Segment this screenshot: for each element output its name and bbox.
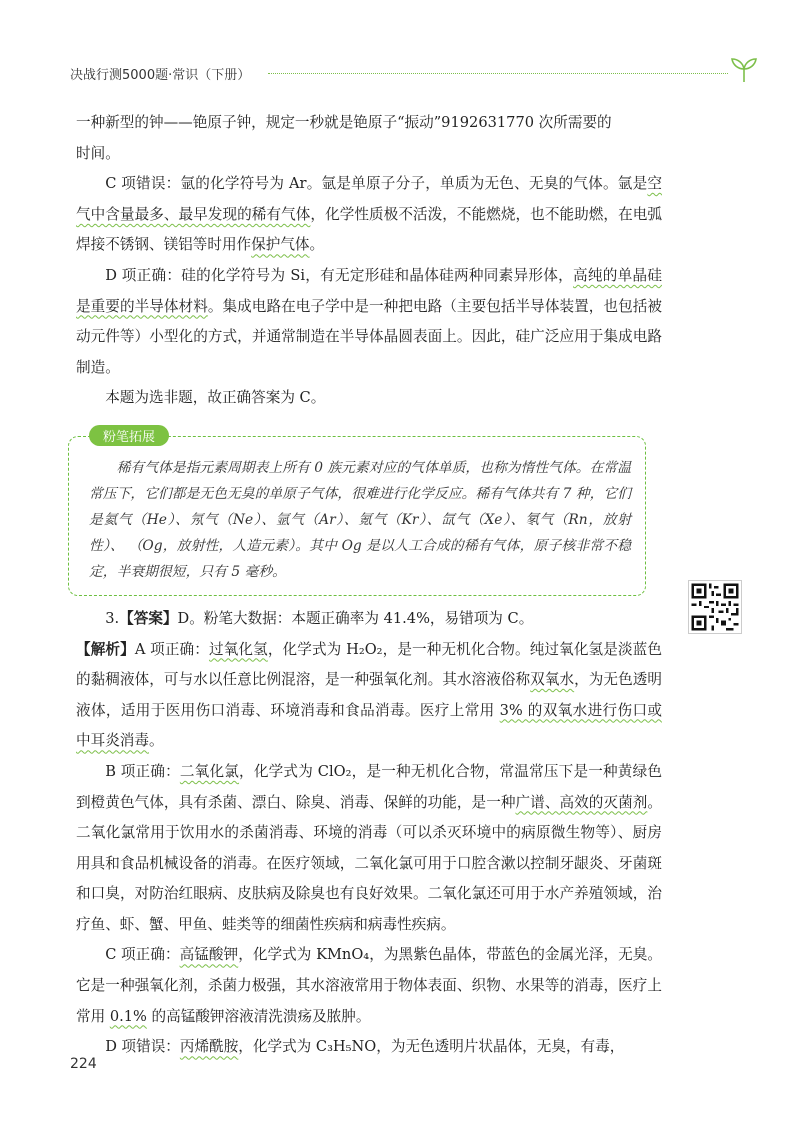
page-number: 224 <box>70 1056 97 1072</box>
option-a-text-1: ，化学式为 H₂O₂，是一种无机化合物。纯过氧化氢是淡蓝色的黏稠液体，可与水以任意比例混溶，是一种强氧化剂。其水溶液俗称 <box>76 640 662 689</box>
option-c2-lead: C 项正确： <box>105 946 180 964</box>
extension-box <box>68 429 646 596</box>
option-c2-highlight-1: 高锰酸钾 <box>179 946 239 964</box>
option-c2-text-1: ，化学式为 KMnO₄，为黑紫色晶体，带蓝色的金属光泽，无臭。它是一种强氧化剂，杀菌力极强，其水溶液常用于物体表面、织物、水果等的消毒，医疗上常用 <box>76 946 662 1025</box>
q3-option-b <box>76 757 662 941</box>
option-d-text-2: 。集成电路在电子学中是一种把电路（主要包括半导体装置，也包括被动元件等）小型化的方式，并通常制造在半导体晶圆表面上。因此，硅广泛应用于集成电路制造。 <box>76 297 662 376</box>
q3-option-d <box>76 1032 662 1063</box>
qr-code-icon[interactable] <box>688 580 742 634</box>
option-b-highlight-2: 广谱、高效的灭菌剂 <box>515 793 648 811</box>
option-d-text-1: D 项正确：硅的化学符号为 Si，有无定形硅和晶体硅两种同素异形体， <box>105 266 574 284</box>
option-d-highlight: 高纯的单晶硅是重要的半导体材料 <box>76 266 662 315</box>
option-b-text-1: ，化学式为 ClO₂，是一种无机化合物，常温常压下是一种黄绿色到橙黄色气体，具有杀菌、漂白、除臭、消毒、保鲜的功能，是一种 <box>76 762 662 811</box>
book-title: 决战行测5000题·常识（下册） <box>70 68 251 83</box>
option-c2-text-2: 的高锰酸钾溶液清洗溃疡及脓肿。 <box>146 1007 371 1025</box>
intro-paragraph <box>76 108 662 169</box>
page-content <box>76 108 662 1063</box>
option-a-highlight-2: 双氧水 <box>530 671 575 689</box>
q3-option-a <box>76 635 662 757</box>
sprout-leaf-icon <box>728 56 760 84</box>
option-c-text-1: C 项错误：氩的化学符号为 Ar。氩是单原子分子，单质为无色、无臭的气体。氩是 <box>105 175 648 193</box>
option-c-highlight-2: 保护气体 <box>251 236 310 254</box>
option-c-text-3: 。 <box>309 236 325 254</box>
option-b-lead: B 项正确： <box>105 762 180 780</box>
option-c-paragraph <box>76 169 662 261</box>
running-header <box>70 62 760 86</box>
intro-line-2: 时间。 <box>76 144 120 162</box>
q3-answer-line <box>76 604 662 635</box>
answer-label: 【答案】 <box>119 609 178 627</box>
option-c-highlight-1: 空气中含量最多、最早发现的稀有气体 <box>76 175 662 223</box>
option-a-highlight-1: 过氧化氢 <box>208 640 268 658</box>
answer-text: D。粉笔大数据：本题正确率为 41.4%，易错项为 C。 <box>177 609 534 627</box>
option-a-text-2: ，为无色透明液体，适用于医用伤口消毒、环境消毒和食品消毒。医疗上常用 <box>76 671 662 719</box>
conclusion-paragraph: 本题为选非题，故正确答案为 C。 <box>105 389 326 407</box>
question-number: 3. <box>105 609 120 627</box>
option-b-text-2: 。二氧化氯常用于饮用水的杀菌消毒、环境的消毒（可以杀灭环境中的病原微生物等）、厨房用具和食品机械设备的消毒。在医疗领域，二氧化氯可用于口腔含漱以控制牙龈炎、牙菌斑和口臭，对防治红眼病、皮肤病及除臭也有良好效果。二氧化氯还可用于水产养殖领域，治疗鱼、虾、蟹、甲鱼、蛙类等的细菌性疾病和病毒性疾病。 <box>76 793 662 933</box>
option-d-paragraph <box>76 261 662 383</box>
header-dotted-rule <box>268 73 728 74</box>
option-a-highlight-3: 3% 的双氧水进行伤口或中耳炎消毒 <box>76 701 662 750</box>
option-d2-highlight: 丙烯酰胺 <box>179 1038 239 1056</box>
option-d2-text: ，化学式为 C₃H₅NO，为无色透明片状晶体，无臭，有毒， <box>238 1038 625 1056</box>
extension-tag: 粉笔拓展 <box>89 425 169 446</box>
q3-option-c <box>76 940 662 1032</box>
extension-text: 稀有气体是指元素周期表上所有 0 族元素对应的气体单质，也称为惰性气体。在常温常压下，它们都是无色无臭的单原子气体，很难进行化学反应。稀有气体共有 7 种，它们是氦气（He）、氖气（Ne）、氩气（Ar）、氪气（Kr）、氙气（Xe）、氡气（Rn，放射性）、 （Og，放射性，人造元素）。其中 Og 是以人工合成的稀有气体，原子核非常不稳定，半衰期很短，只有 5 毫秒。 <box>89 459 631 580</box>
intro-line-1: 一种新型的钟——铯原子钟，规定一秒就是铯原子“振动”9192631770 次所需要的 <box>76 114 612 131</box>
analysis-label: 【解析】 <box>76 640 135 658</box>
option-d2-lead: D 项错误： <box>105 1038 180 1056</box>
option-c2-highlight-2: 0.1% <box>109 1007 147 1025</box>
option-c-text-2: ，化学性质极不活泼，不能燃烧，也不能助燃，在电弧焊接不锈钢、镁铝等时用作 <box>76 205 662 254</box>
option-b-highlight-1: 二氧化氯 <box>179 762 240 780</box>
option-a-lead: A 项正确： <box>134 640 209 658</box>
option-a-text-3: 。 <box>148 732 164 750</box>
